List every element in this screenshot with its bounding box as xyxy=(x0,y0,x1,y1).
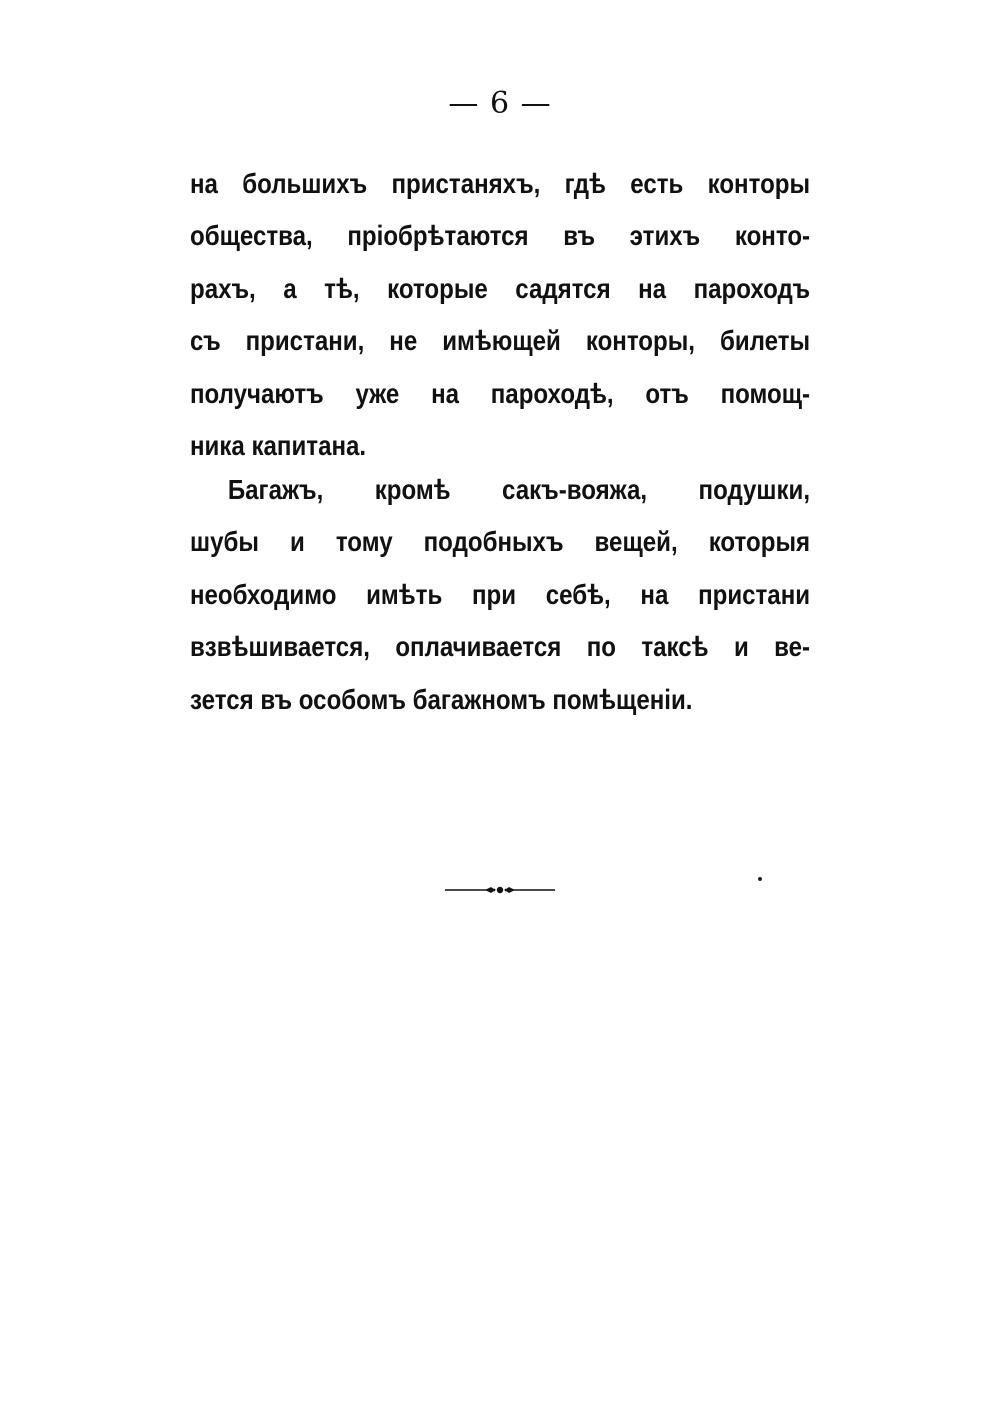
text-line: получаютъ уже на пароходѣ, отъ помощ- xyxy=(190,377,811,409)
ornamental-rule-icon xyxy=(445,880,555,900)
text-line: Багажъ, кромѣ сакъ-вояжа, подушки, xyxy=(227,474,811,505)
text-line: взвѣшивается, оплачивается по таксѣ и ве- xyxy=(190,631,811,663)
page-number: — 6 — xyxy=(448,86,552,121)
text-line: съ пристани, не имѣющей конторы, билеты xyxy=(190,325,811,357)
text-line: ника капитана. xyxy=(190,429,367,461)
paragraph-2 xyxy=(190,464,811,726)
text-line: общества, пріобрѣтаются въ этихъ конто- xyxy=(190,220,811,252)
text-line: зется въ особомъ багажномъ помѣщеніи. xyxy=(190,683,693,715)
text-line: на большихъ пристаняхъ, гдѣ есть конторы xyxy=(190,168,811,199)
paragraph-1 xyxy=(190,158,811,472)
text-line: необходимо имѣть при себѣ, на пристани xyxy=(190,578,811,610)
text-line: шубы и тому подобныхъ вещей, которыя xyxy=(190,526,811,558)
text-line: рахъ, а тѣ, которые садятся на пароходъ xyxy=(190,272,811,304)
print-speck xyxy=(758,877,762,881)
